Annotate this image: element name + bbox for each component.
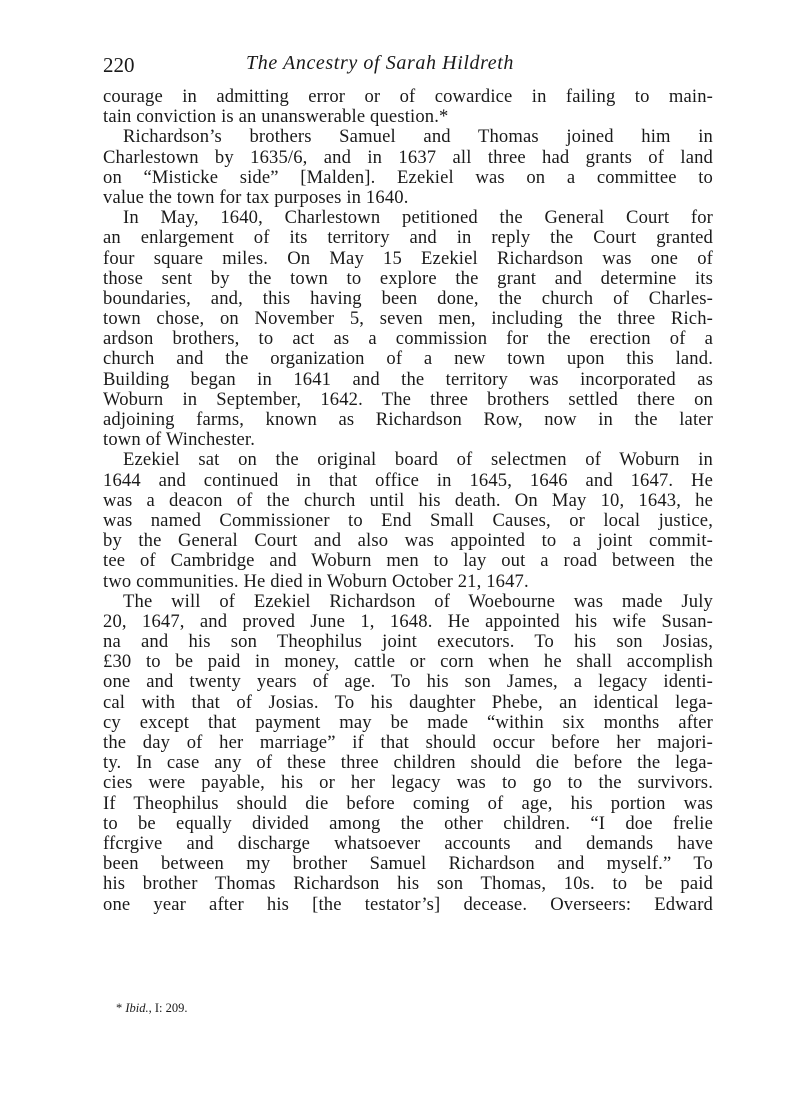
text-line: been between my brother Samuel Richardson and myself.” To (103, 853, 713, 875)
body-text (103, 87, 713, 915)
text-line: value the town for tax purposes in 1640. (103, 186, 409, 208)
text-line: ardson brothers, to act as a commission for the erection of a (103, 328, 713, 350)
text-line: was a deacon of the church until his death. On May 10, 1643, he (103, 489, 713, 511)
text-line: ty. In case any of these three children should die before the lega- (103, 752, 713, 774)
text-line: to be equally divided among the other children. “I doe frelie (103, 812, 713, 834)
text-line: Richardson’s brothers Samuel and Thomas joined him in (123, 126, 713, 148)
text-line: The will of Ezekiel Richardson of Woebourne was made July (123, 590, 713, 612)
footnote-reference: , I: 209. (148, 1001, 188, 1015)
footnote-source: Ibid. (125, 1001, 149, 1015)
text-line: Ezekiel sat on the original board of selectmen of Woburn in (123, 449, 713, 471)
text-line: one year after his [the testator’s] decease. Overseers: Edward (103, 893, 713, 915)
page-number: 220 (103, 53, 135, 77)
page-header (103, 50, 713, 76)
text-line: town of Winchester. (103, 429, 256, 451)
text-line: by the General Court and also was appointed to a joint commit- (103, 530, 713, 552)
footnote-marker: * (116, 1001, 126, 1015)
text-line: 1644 and continued in that office in 1645, 1646 and 1647. He (103, 469, 713, 491)
text-line: If Theophilus should die before coming of age, his portion was (103, 792, 713, 814)
text-line: those sent by the town to explore the grant and determine its (103, 267, 713, 289)
text-line: an enlargement of its territory and in reply the Court granted (103, 227, 713, 249)
text-line: the day of her marriage” if that should occur before her majori- (103, 732, 713, 753)
text-line: Building began in 1641 and the territory was incorporated as (103, 368, 713, 390)
text-line: ffcrgive and discharge whatsoever accounts and demands have (103, 832, 713, 854)
text-line: £30 to be paid in money, cattle or corn when he shall accomplish (103, 651, 713, 673)
text-line: tee of Cambridge and Woburn men to lay out a road between the (103, 550, 713, 572)
text-line: cies were payable, his or her legacy was to go to the survivors. (103, 772, 713, 794)
text-line: In May, 1640, Charlestown petitioned the General Court for (123, 207, 713, 229)
text-line: four square miles. On May 15 Ezekiel Richardson was one of (103, 247, 713, 269)
text-line: was named Commissioner to End Small Causes, or local justice, (103, 509, 713, 531)
text-line: on “Misticke side” [Malden]. Ezekiel was on a committee to (103, 166, 713, 188)
text-line: Woburn in September, 1642. The three brothers settled there on (103, 388, 713, 410)
text-line: Charlestown by 1635/6, and in 1637 all three had grants of land (103, 146, 713, 168)
text-line: tain conviction is an unanswerable question.* (103, 106, 449, 128)
text-line: adjoining farms, known as Richardson Row, now in the later (103, 409, 713, 430)
text-line: 20, 1647, and proved June 1, 1648. He appointed his wife Susan- (103, 610, 713, 632)
text-line: his brother Thomas Richardson his son Thomas, 10s. to be paid (103, 873, 713, 895)
text-line: town chose, on November 5, seven men, including the three Rich- (103, 308, 713, 330)
text-line: two communities. He died in Woburn October 21, 1647. (103, 570, 529, 592)
text-line: church and the organization of a new town upon this land. (103, 348, 713, 370)
running-title: The Ancestry of Sarah Hildreth (246, 52, 514, 74)
text-line: na and his son Theophilus joint executors. To his son Josias, (103, 631, 713, 653)
footnote (116, 1000, 188, 1016)
text-line: cy except that payment may be made “within six months after (103, 711, 713, 733)
text-line: courage in admitting error or of cowardice in failing to main- (103, 86, 713, 107)
text-line: boundaries, and, this having been done, the church of Charles- (103, 287, 713, 309)
text-line: cal with that of Josias. To his daughter Phebe, an identical lega- (103, 691, 713, 713)
text-line: one and twenty years of age. To his son James, a legacy identi- (103, 671, 713, 693)
